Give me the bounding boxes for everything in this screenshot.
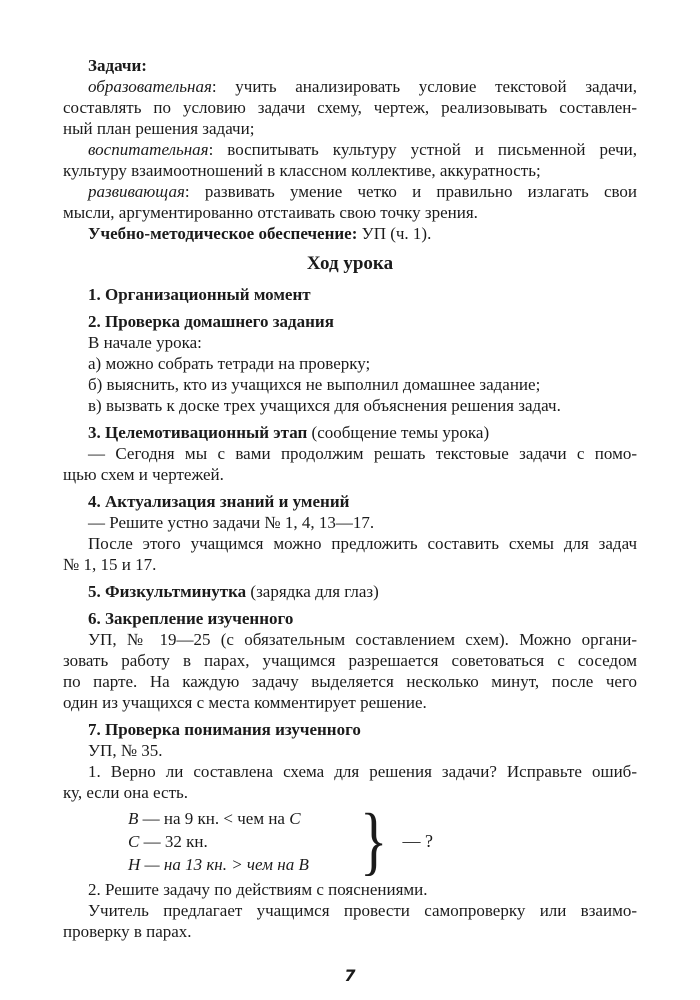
section-heading	[63, 719, 637, 740]
text-run: 2. Проверка домашнего задания	[88, 312, 334, 331]
page-number: 7	[344, 966, 356, 985]
schema-lines	[128, 807, 360, 876]
text-line	[63, 740, 637, 761]
text-run: — 32 кн.	[139, 831, 208, 851]
text-line	[63, 879, 637, 900]
text-line	[63, 533, 637, 554]
text-line	[63, 629, 637, 650]
text-flow-before	[63, 55, 637, 803]
text-line	[63, 223, 637, 244]
text-run: в) вызвать к доске трех учащихся для объяснения решения задач.	[88, 396, 561, 415]
schema-block	[128, 799, 637, 883]
text-run: по парте. На каждую задачу выделяется несколько минут, после чего	[63, 672, 637, 691]
text-run: Задачи:	[88, 56, 147, 75]
math-var: B	[128, 808, 139, 828]
text-run: УП (ч. 1).	[357, 224, 432, 243]
text-run: ный план решения задачи;	[63, 119, 255, 138]
text-run: 7. Проверка понимания изученного	[88, 720, 361, 739]
text-run: 4. Актуализация знаний и умений	[88, 492, 350, 511]
text-line	[63, 921, 637, 942]
text-run: 6. Закрепление изученного	[88, 609, 294, 628]
text-run: Учитель предлагает учащимся провести самопроверку или взаимо-	[88, 901, 637, 920]
text-line	[63, 554, 637, 575]
text-line	[63, 353, 637, 374]
text-run: Учебно-методическое обеспечение:	[88, 224, 358, 243]
math-var: C	[128, 831, 140, 851]
section-heading	[63, 491, 637, 512]
text-line	[63, 55, 637, 76]
text-line	[63, 76, 637, 97]
text-run: зовать работу в парах, учащимся разрешается советоваться с соседом	[63, 651, 637, 670]
section-heading	[63, 422, 637, 443]
text-line	[63, 118, 637, 139]
section-heading	[63, 581, 637, 602]
text-line	[63, 671, 637, 692]
schema-line-2	[128, 830, 360, 853]
text-run: 1. Верно ли составлена схема для решения задачи? Исправьте ошиб-	[88, 762, 637, 781]
lesson-title	[63, 251, 637, 277]
text-run: воспитательная	[88, 140, 209, 159]
text-line	[63, 160, 637, 181]
text-run: — Решите устно задачи № 1, 4, 13—17.	[88, 513, 375, 532]
text-run: Ход урока	[306, 253, 394, 274]
text-line	[63, 97, 637, 118]
section-heading	[63, 311, 637, 332]
text-run: мысли, аргументированно отстаивать свою точку зрения.	[63, 203, 478, 222]
text-run: б) выяснить, кто из учащихся не выполнил домашнее задание;	[88, 375, 541, 394]
text-run: а) можно собрать тетради на проверку;	[88, 354, 371, 373]
text-line	[63, 395, 637, 416]
text-run: образовательная	[88, 77, 212, 96]
text-run: щью схем и чертежей.	[63, 465, 224, 484]
text-line	[63, 181, 637, 202]
text-run: (зарядка для глаз)	[246, 582, 379, 601]
text-run: № 1, 15 и 17.	[63, 555, 157, 574]
text-line	[63, 443, 637, 464]
text-run: составлять по условию задачи схему, чертеж, реализовывать составлен-	[63, 98, 637, 117]
text-run: 3. Целемотивационный этап	[88, 423, 308, 442]
text-run: (сообщение темы урока)	[307, 423, 490, 442]
schema-line-3: H — на 13 кн. > чем на B	[128, 854, 309, 874]
text-run: ку, если она есть.	[63, 783, 189, 802]
text-line	[63, 650, 637, 671]
page-content	[63, 55, 637, 985]
text-run: культуру взаимоотношений в классном коллективе, аккуратность;	[63, 161, 541, 180]
text-run: В начале урока:	[88, 333, 202, 352]
text-line	[63, 900, 637, 921]
text-run: — Сегодня мы с вами продолжим решать текстовые задачи с помо-	[88, 444, 637, 463]
text-run: УП, № 19—25 (с обязательным составлением схем). Можно органи-	[88, 630, 637, 649]
text-line	[63, 464, 637, 485]
text-run: : воспитывать культуру устной и письменной речи,	[208, 140, 637, 159]
text-run: развивающая	[88, 182, 185, 201]
text-line	[63, 692, 637, 713]
text-run: один из учащихся с места комментирует решение.	[63, 693, 427, 712]
section-heading	[63, 284, 637, 305]
text-line	[63, 761, 637, 782]
schema-line-1	[128, 807, 360, 830]
text-run: : развивать умение четко и правильно излагать свои	[184, 182, 637, 201]
text-run: — на 9 кн. < чем на	[138, 808, 290, 828]
math-var: C	[289, 808, 301, 828]
text-run: УП, № 35.	[88, 741, 163, 760]
text-line	[63, 139, 637, 160]
text-line	[63, 202, 637, 223]
text-line	[63, 782, 637, 803]
section-heading	[63, 608, 637, 629]
text-line	[63, 374, 637, 395]
text-run: 2. Решите задачу по действиям с пояснениями.	[88, 880, 428, 899]
text-run: 1. Организационный момент	[88, 285, 311, 304]
text-line	[63, 332, 637, 353]
text-line	[63, 512, 637, 533]
question-mark-label: — ?	[402, 830, 433, 851]
text-run: После этого учащимся можно предложить составить схемы для задач	[88, 534, 637, 553]
text-run: 5. Физкультминутка	[88, 582, 247, 601]
text-flow-after	[63, 879, 637, 942]
text-run: : учить анализировать условие текстовой задачи,	[211, 77, 637, 96]
curly-brace: }	[360, 799, 388, 883]
text-run: проверку в парах.	[63, 922, 192, 941]
